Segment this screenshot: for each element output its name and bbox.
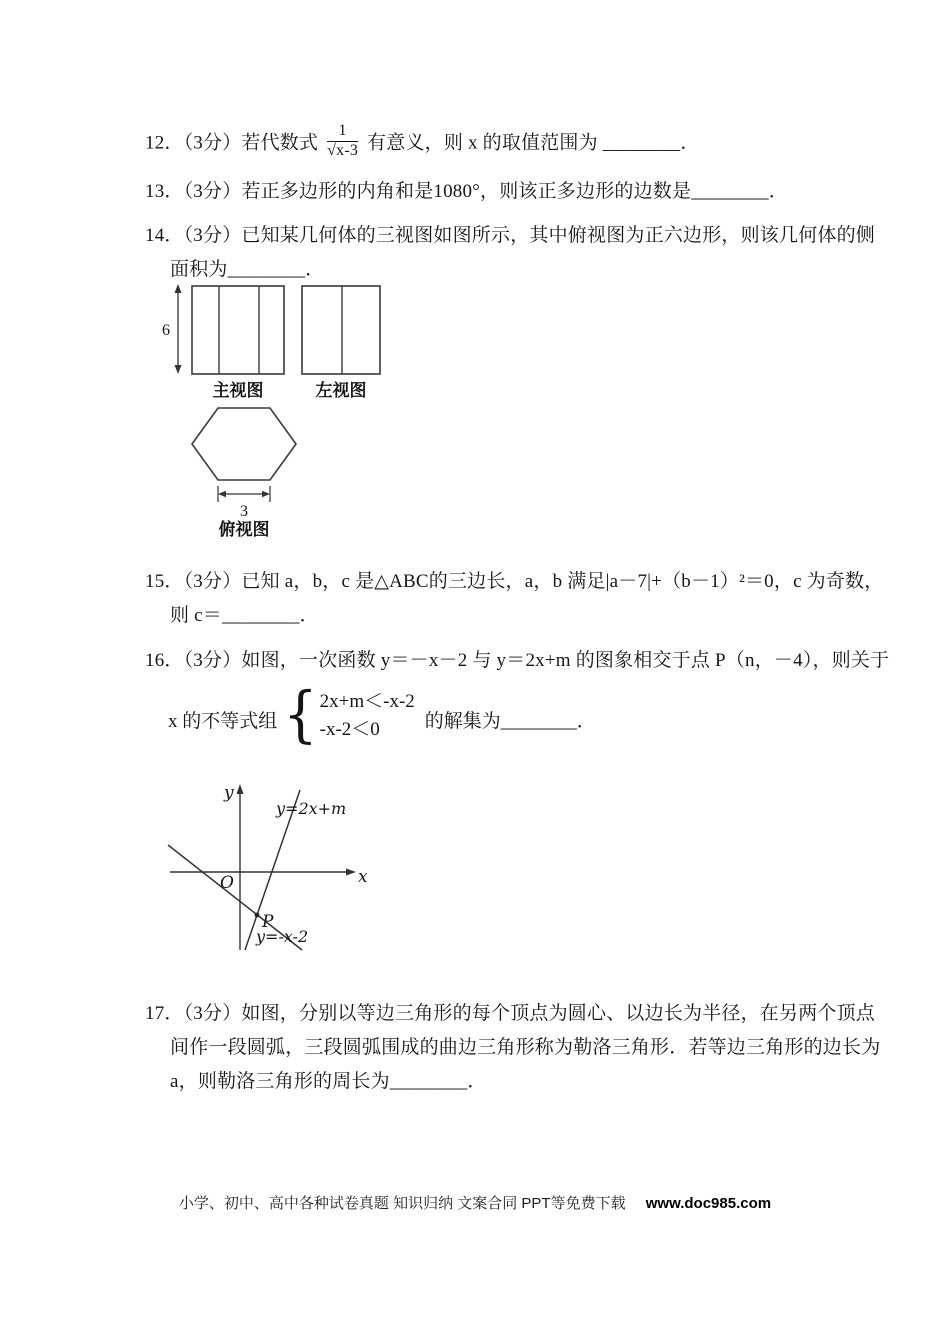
q12-fraction-denominator — [327, 141, 358, 160]
q15-text-line2: 则 c＝________． — [170, 605, 319, 626]
q12-text-post: 有意义，则 x 的取值范围为 ________． — [367, 132, 700, 154]
question-16-line1 — [145, 645, 889, 672]
side-view-label: 左视图 — [315, 381, 367, 400]
steep-line-label: y=2x+m — [276, 799, 347, 818]
q16-function-graph — [158, 780, 373, 960]
q16-system-lead: x 的不等式组 — [168, 711, 278, 732]
question-14-line2 — [170, 254, 324, 281]
x-axis-label: x — [358, 867, 368, 887]
question-12 — [145, 122, 700, 163]
question-14-line1 — [145, 220, 875, 247]
question-15-line2 — [170, 600, 319, 627]
q16-system-tail: 的解集为________． — [424, 711, 596, 732]
y-axis — [237, 784, 244, 950]
q17-text-line1: 17．（3分）如图，分别以等边三角形的每个顶点为圆心、以边长为半径，在另两个顶点 — [145, 1003, 876, 1024]
q12-text-pre: 12．（3分）若代数式 — [145, 132, 319, 154]
q12-fraction-numerator: 1 — [338, 122, 347, 139]
q12-radicand: x-3 — [336, 141, 359, 159]
q16-text-line1: 16．（3分）如图，一次函数 y＝－x－2 与 y＝2x+m 的图象相交于点 P（n，－4），则关于 — [145, 650, 890, 671]
height-dimension-value: 6 — [162, 322, 170, 339]
question-17-line3 — [170, 1066, 487, 1093]
front-view-drawing — [192, 286, 284, 374]
q16-inequality-row1: 2x+m＜-x-2 — [319, 690, 415, 712]
q14-text-line1: 14．（3分）已知某几何体的三视图如图所示，其中俯视图为正六边形，则该几何体的侧 — [145, 225, 876, 246]
x-axis — [170, 869, 356, 876]
height-dimension-arrow — [175, 284, 182, 374]
top-view-label: 俯视图 — [218, 520, 270, 539]
q16-inequality-system — [168, 679, 596, 750]
three-view-figure — [158, 280, 408, 538]
q15-text-line1: 15．（3分）已知 a，b，c 是△ABC的三边长，a，b 满足|a－7|+（b－1）²＝0，c 为奇数， — [145, 571, 884, 592]
question-13 — [145, 176, 788, 203]
footer-site-url: www.doc985.com — [645, 1195, 772, 1212]
origin-label: O — [220, 873, 234, 893]
q14-text-line2: 面积为________． — [170, 259, 325, 280]
y-axis-label: y — [224, 783, 234, 803]
page-footer — [0, 1192, 950, 1213]
q12-fraction — [327, 123, 358, 160]
width-dimension-arrow — [218, 486, 270, 502]
question-17-line2 — [170, 1032, 880, 1059]
side-view-drawing — [302, 286, 380, 374]
point-p-label: P — [262, 912, 274, 932]
left-brace: { — [283, 679, 318, 750]
point-p-dot — [255, 913, 260, 918]
q16-inequality-row2: -x-2＜0 — [319, 718, 380, 740]
width-dimension-value: 3 — [240, 503, 248, 520]
question-15-line1 — [145, 566, 883, 593]
front-view-label: 主视图 — [212, 381, 264, 400]
down-line-label: y=-x-2 — [256, 927, 309, 946]
q16-system-rows — [320, 689, 415, 742]
top-view-hexagon — [192, 408, 296, 480]
q17-text-line3: a，则勒洛三角形的周长为________． — [170, 1071, 487, 1092]
q13-text: 13．（3分）若正多边形的内角和是1080°，则该正多边形的边数是________． — [145, 181, 788, 202]
radical-sign: √ — [327, 141, 337, 159]
q17-text-line2: 间作一段圆弧，三段圆弧围成的曲边三角形称为勒洛三角形．若等边三角形的边长为 — [170, 1037, 881, 1058]
footer-text: 小学、初中、高中各种试卷真题 知识归纳 文案合同 PPT等免费下载 — [178, 1195, 626, 1212]
question-17-line1 — [145, 998, 875, 1025]
